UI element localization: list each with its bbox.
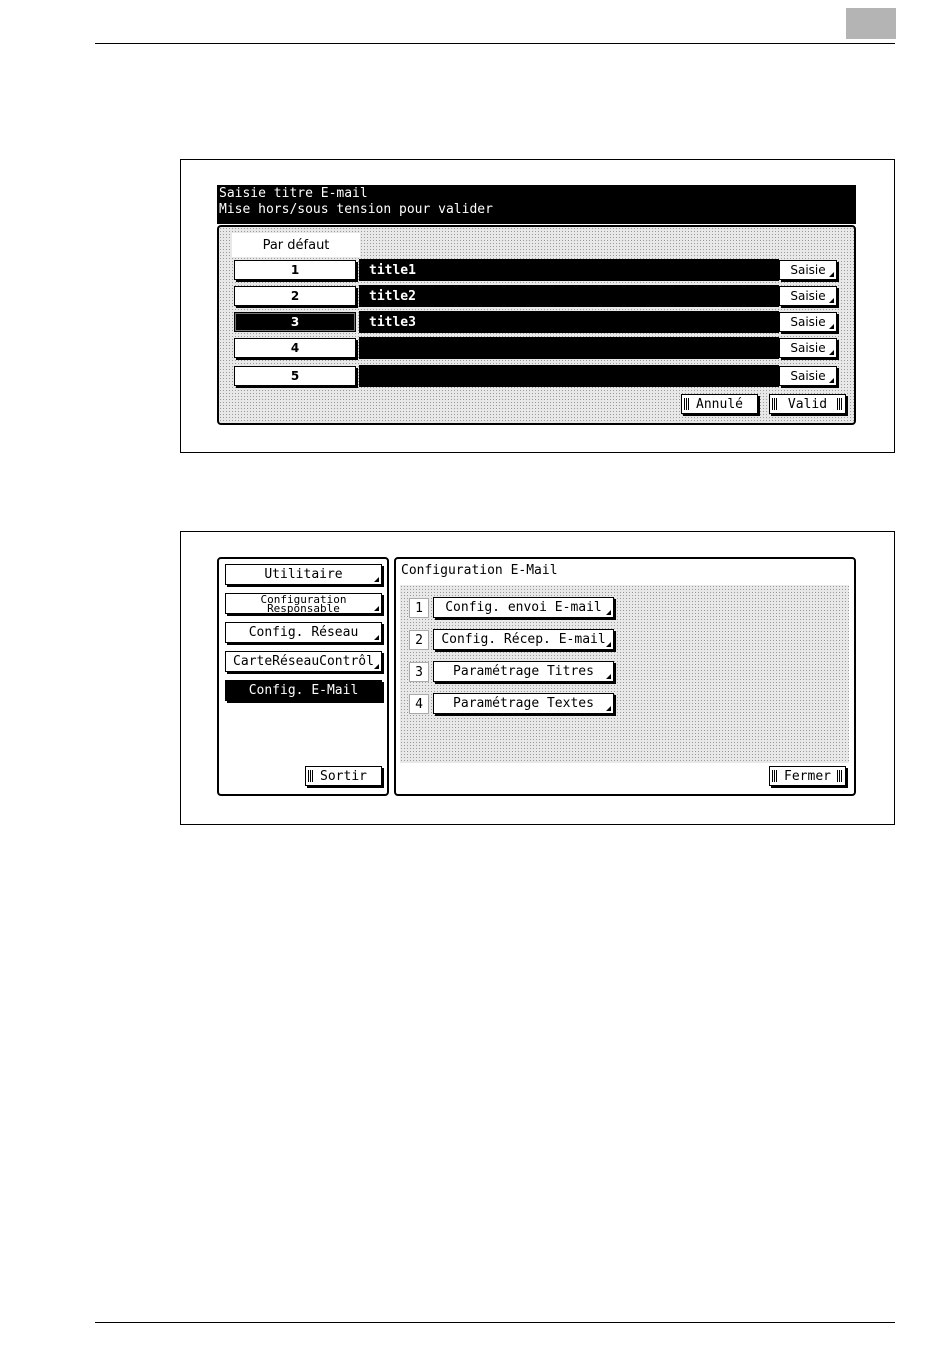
title-field: title1 [359, 259, 779, 281]
sidebar-item-label: Configuration Responsable [260, 593, 347, 614]
title-number: 4 [290, 341, 300, 355]
saisie-label: Saisie [790, 263, 826, 277]
option-number: 1 [409, 598, 429, 618]
option-label: Paramétrage Textes [453, 696, 594, 711]
option-label: Paramétrage Titres [453, 664, 594, 679]
title-number: 1 [290, 263, 300, 277]
sidebar-item-carte-reseau-controleur[interactable] [225, 651, 382, 672]
option-number: 3 [409, 662, 429, 682]
saisie-label: Saisie [790, 341, 826, 355]
option-config-envoi-email-button[interactable] [433, 597, 614, 618]
title-number-button[interactable] [234, 366, 356, 386]
cancel-label: Annulé [696, 396, 743, 412]
valid-label: Valid [787, 396, 828, 412]
corner-arrow-icon [829, 324, 834, 329]
option-label: Config. Récep. E-mail [441, 632, 606, 647]
corner-arrow-icon [829, 378, 834, 383]
title-number: 5 [290, 369, 300, 383]
exit-button[interactable] [305, 766, 382, 786]
title-number-button[interactable] [234, 338, 356, 358]
corner-arrow-icon [606, 706, 611, 711]
saisie-button[interactable] [779, 286, 837, 306]
corner-arrow-icon [829, 350, 834, 355]
close-button[interactable] [769, 766, 846, 786]
hatch-pattern [772, 770, 778, 782]
sidebar-item-config-reseau[interactable] [225, 622, 382, 643]
corner-arrow-icon [374, 577, 379, 582]
title-row [232, 259, 842, 283]
option-label: Config. envoi E-mail [445, 600, 602, 615]
top-rule [95, 43, 895, 44]
option-parametrage-titres-button[interactable] [433, 661, 614, 682]
hatch-pattern [684, 398, 690, 410]
corner-arrow-icon [374, 635, 379, 640]
hatch-pattern [772, 398, 778, 410]
saisie-button[interactable] [779, 312, 837, 332]
sidebar-item-label: Config. E-Mail [248, 683, 359, 698]
email-title-header [217, 185, 856, 224]
option-number: 4 [409, 694, 429, 714]
title-number-button[interactable] [234, 260, 356, 280]
hatch-pattern [308, 770, 314, 782]
option-config-recep-email-button[interactable] [433, 629, 614, 650]
sidebar-item-label: Utilitaire [264, 567, 343, 582]
sidebar-item-label: Config. Réseau [248, 625, 359, 640]
corner-arrow-icon [374, 664, 379, 669]
chapter-tab-marker [846, 8, 896, 39]
title-number-button[interactable] [234, 286, 356, 306]
corner-arrow-icon [606, 642, 611, 647]
title-number: 3 [290, 315, 300, 329]
title-number: 2 [290, 289, 300, 303]
corner-arrow-icon [829, 298, 834, 303]
title-row [232, 337, 842, 361]
exit-label: Sortir [320, 768, 367, 784]
sidebar-item-config-email[interactable] [225, 680, 382, 701]
cancel-button[interactable] [681, 394, 758, 414]
saisie-button[interactable] [779, 338, 837, 358]
title-field [359, 365, 779, 387]
close-label: Fermer [784, 768, 831, 784]
corner-arrow-icon [606, 674, 611, 679]
title-field: title2 [359, 285, 779, 307]
corner-arrow-icon [606, 610, 611, 615]
option-number: 2 [409, 630, 429, 650]
title-field [359, 337, 779, 359]
valid-button[interactable] [769, 394, 846, 414]
hatch-pattern [837, 398, 843, 410]
title-row [232, 311, 842, 335]
saisie-label: Saisie [790, 369, 826, 383]
option-parametrage-textes-button[interactable] [433, 693, 614, 714]
corner-arrow-icon [829, 272, 834, 277]
default-label: Par défaut [232, 233, 360, 257]
bottom-rule [95, 1322, 895, 1323]
corner-arrow-icon [374, 606, 379, 611]
header-line-2: Mise hors/sous tension pour valider [219, 202, 493, 217]
hatch-pattern [837, 770, 843, 782]
saisie-label: Saisie [790, 289, 826, 303]
sidebar-item-label: CarteRéseauContrôl [233, 654, 374, 669]
sidebar-item-utilitaire[interactable] [225, 564, 382, 585]
title-field: title3 [359, 311, 779, 333]
title-number-button-selected[interactable] [234, 312, 356, 332]
saisie-button[interactable] [779, 366, 837, 386]
title-row [232, 365, 842, 389]
saisie-button[interactable] [779, 260, 837, 280]
header-line-1: Saisie titre E-mail [219, 186, 368, 201]
main-title: Configuration E-Mail [401, 563, 558, 578]
sidebar-item-configuration-responsable[interactable] [225, 593, 382, 614]
title-row [232, 285, 842, 309]
saisie-label: Saisie [790, 315, 826, 329]
